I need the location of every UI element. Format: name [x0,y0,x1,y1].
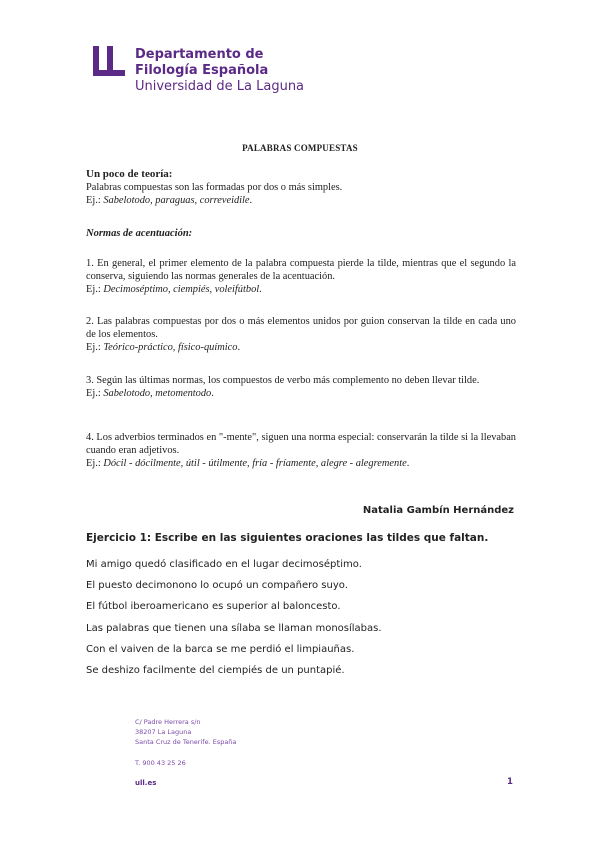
address-line: Santa Cruz de Tenerife. España [135,738,237,746]
phone: T. 900 43 25 26 [135,759,186,767]
sentence: El fútbol iberoamericano es superior al baloncesto. [86,601,341,613]
rule-example: Ej.: Decimoséptimo, ciempiés, voleifútbol. [86,284,262,295]
author-name: Natalia Gambín Hernández [362,505,514,516]
theory-heading: Un poco de teoría: [86,168,173,180]
sentence: El puesto decimonono lo ocupó un compañero suyo. [86,580,348,592]
institution-line2: Filología Española [135,63,269,78]
theory-text: Palabras compuestas son las formadas por dos o más simples. [86,182,343,193]
rule-text: 1. En general, el primer elemento de la palabra compuesta pierde la tilde, mientras que el segundo la conserva, siguiendo las normas generales de la acentuación. [86,258,516,282]
sentence: Las palabras que tienen una sílaba se llaman monosílabas. [86,622,382,634]
rule-text: 4. Los adverbios terminados en "-mente", siguen una norma especial: conservarán la tilde si la llevaban cuando eran adjetivos. [86,432,516,456]
example-text: Sabelotodo, paraguas, correveidile [103,195,250,206]
sentence: Con el vaiven de la barca se me perdió el limpiauñas. [86,643,355,655]
rules-heading-block [86,227,516,240]
rule-1 [86,257,516,296]
address-line: C/ Padre Herrera s/n [135,718,201,726]
example-text: Teórico-práctico, físico-químico [103,342,238,353]
rule-3 [86,374,516,400]
ull-logo-icon [93,46,125,76]
rule-example: Ej.: Teórico-práctico, físico-químico. [86,342,241,353]
rule-example: Ej.: Dócil - dócilmente, útil - útilmente, fría - fríamente, alegre - alegremente. [86,458,410,469]
example-prefix: Ej.: [86,458,104,469]
sentence: Mi amigo quedó clasificado en el lugar decimoséptimo. [86,559,362,570]
example-text: Decimoséptimo, ciempiés, voleifútbol [103,284,260,295]
example-prefix: Ej.: [86,195,104,206]
page-title: PALABRAS COMPUESTAS [242,143,358,153]
institution-line3: Universidad de La Laguna [135,79,305,94]
sentence: Se deshizo facilmente del ciempiés de un puntapié. [86,664,345,676]
website-link[interactable]: ull.es [135,779,157,787]
example-prefix: Ej.: [86,342,104,353]
rule-2 [86,315,516,354]
exercise-sentences [86,558,382,685]
example-prefix: Ej.: [86,284,104,295]
theory-example: Ej.: Sabelotodo, paraguas, correveidile. [86,195,253,206]
rules-heading: Normas de acentuación: [86,228,193,239]
rule-text: 3. Según las últimas normas, los compuestos de verbo más complemento no deben llevar tilde. [86,375,480,386]
example-text: Sabelotodo, metomentodo [103,388,212,399]
page-number: 1 [507,777,513,787]
institution-line1: Departamento de [135,47,264,62]
rule-example: Ej.: Sabelotodo, metomentodo. [86,388,214,399]
example-prefix: Ej.: [86,388,104,399]
exercise-title: Ejercicio 1: Escribe en las siguientes oraciones las tildes que faltan. [86,532,489,544]
rule-text: 2. Las palabras compuestas por dos o más elementos unidos por guion conservan la tilde en cada uno de los elementos. [86,316,516,340]
institution-name [135,47,304,95]
footer-address [135,717,236,768]
example-text: Dócil - dócilmente, útil - útilmente, fría - fríamente, alegre - alegremente [103,458,407,469]
theory-section [86,168,516,207]
rule-4 [86,431,516,470]
address-line: 38207 La Laguna [135,728,192,736]
